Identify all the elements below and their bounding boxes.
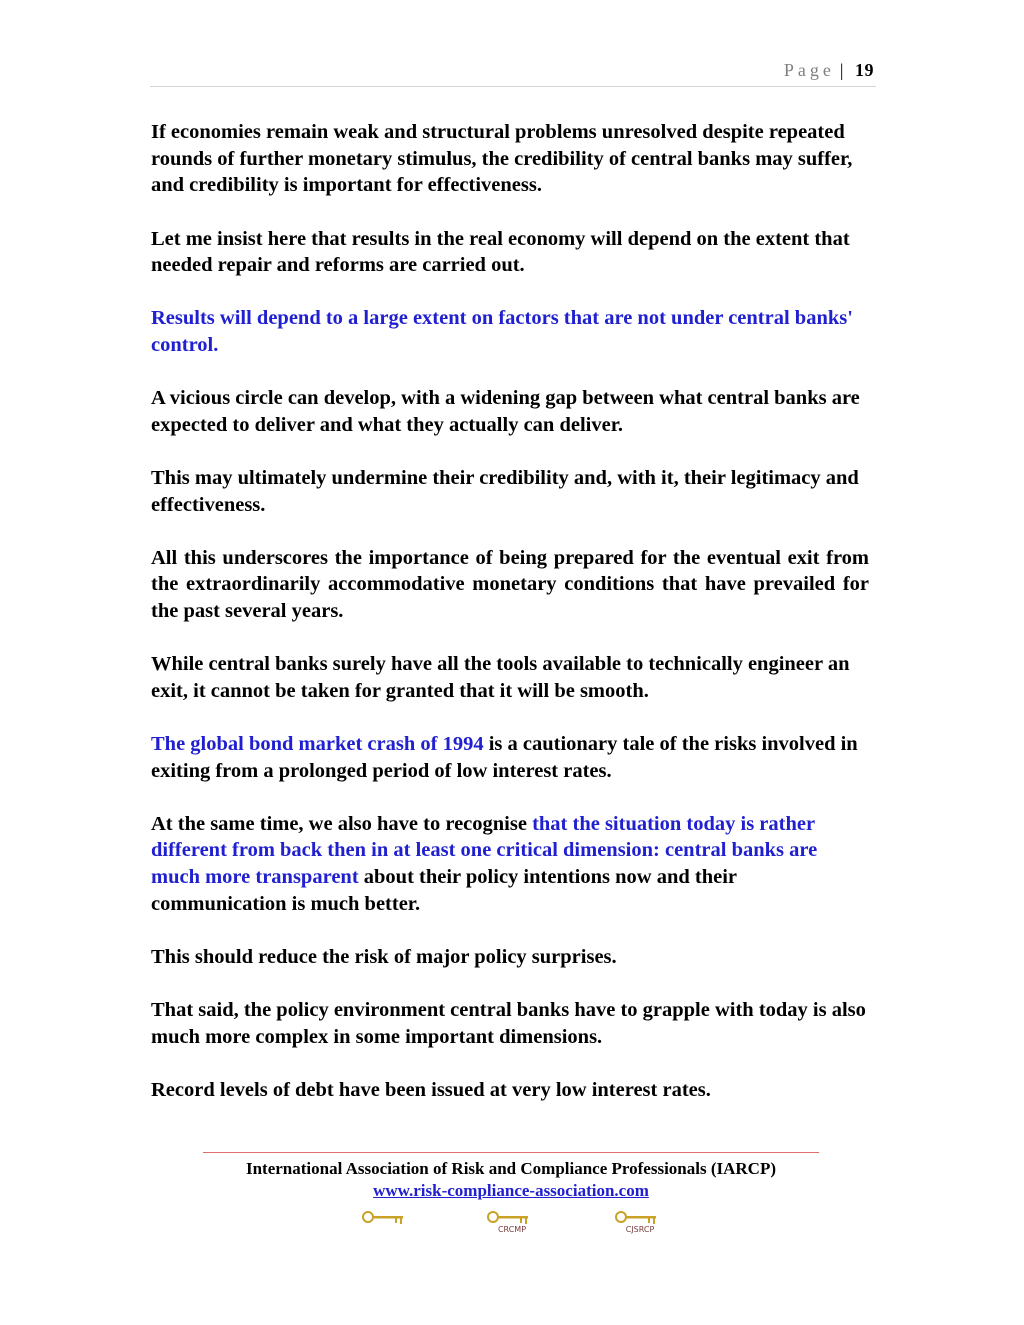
paragraph	[151, 651, 869, 704]
paragraph-text: This may ultimately undermine their credibility and, with it, their legitimacy and effectiveness.	[151, 466, 859, 516]
paragraph-text: Let me insist here that results in the real economy will depend on the extent that needed repair and reforms are carried out.	[151, 227, 850, 277]
paragraph	[151, 731, 869, 784]
page-number: 19	[855, 60, 874, 80]
page-word: Page	[783, 60, 835, 80]
website-link[interactable]: www.risk-compliance-association.com	[373, 1181, 649, 1200]
paragraph-text: This should reduce the risk of major policy surprises.	[151, 945, 617, 968]
paragraph-text: A vicious circle can develop, with a widening gap between what central banks are expected to deliver and what they actually can deliver.	[151, 387, 860, 436]
footer-logos	[0, 1210, 1024, 1240]
key-logo-icon	[614, 1210, 662, 1226]
paragraph	[151, 226, 869, 279]
document-body	[151, 119, 869, 1130]
organization-name: International Association of Risk and Compliance Professionals (IARCP)	[245, 1159, 777, 1178]
paragraph-text: At the same time, we also have to recognise	[151, 812, 533, 835]
paragraph-text: Record levels of debt have been issued at very low interest rates.	[151, 1078, 711, 1101]
page-number-label	[784, 60, 874, 81]
iarcp-logo	[361, 1210, 413, 1238]
paragraph-text: If economies remain weak and structural problems unresolved despite repeated rounds of further monetary stimulus, the credibility of central banks may suffer, and credibility is important for effectiveness.	[151, 121, 853, 197]
paragraph	[151, 811, 869, 918]
paragraph-text: is a cautionary tale of the risks involved in exiting from a prolonged period of low interest rates.	[151, 732, 858, 782]
paragraph	[151, 545, 869, 625]
crcmp-logo	[486, 1210, 538, 1238]
paragraph-text: about their policy intentions now and their communication is much better.	[151, 866, 737, 915]
paragraph-text: That said, the policy environment central banks have to grapple with today is also much more complex in some important dimensions.	[151, 999, 866, 1048]
logo-label: CJSRCP	[625, 1225, 655, 1234]
page-separator: |	[839, 60, 844, 80]
page-header	[150, 58, 876, 87]
key-logo-icon	[486, 1210, 534, 1226]
paragraph	[151, 305, 869, 358]
highlighted-text: The global bond market crash of 1994	[151, 732, 484, 755]
logo-label: CRCMP	[497, 1225, 527, 1234]
paragraph-text: While central banks surely have all the tools available to technically engineer an exit, it cannot be taken for granted that it will be smooth.	[151, 653, 850, 702]
key-logo-icon	[361, 1210, 409, 1226]
paragraph	[151, 997, 869, 1050]
paragraph	[151, 1077, 869, 1104]
paragraph	[151, 385, 869, 438]
page-footer	[203, 1152, 819, 1202]
cjsrcp-logo	[614, 1210, 666, 1238]
paragraph	[151, 119, 869, 199]
highlighted-text: that the situation today is rather different from back then in at least one critical dimension: central banks are much more transparent	[151, 812, 818, 889]
paragraph-text: All this underscores the importance of being prepared for the eventual exit from the extraordinarily accommodative monetary conditions that have prevailed for the past several years.	[151, 546, 869, 623]
paragraph	[151, 944, 869, 971]
paragraph	[151, 465, 869, 518]
highlighted-text: Results will depend to a large extent on factors that are not under central banks' control.	[151, 307, 853, 356]
